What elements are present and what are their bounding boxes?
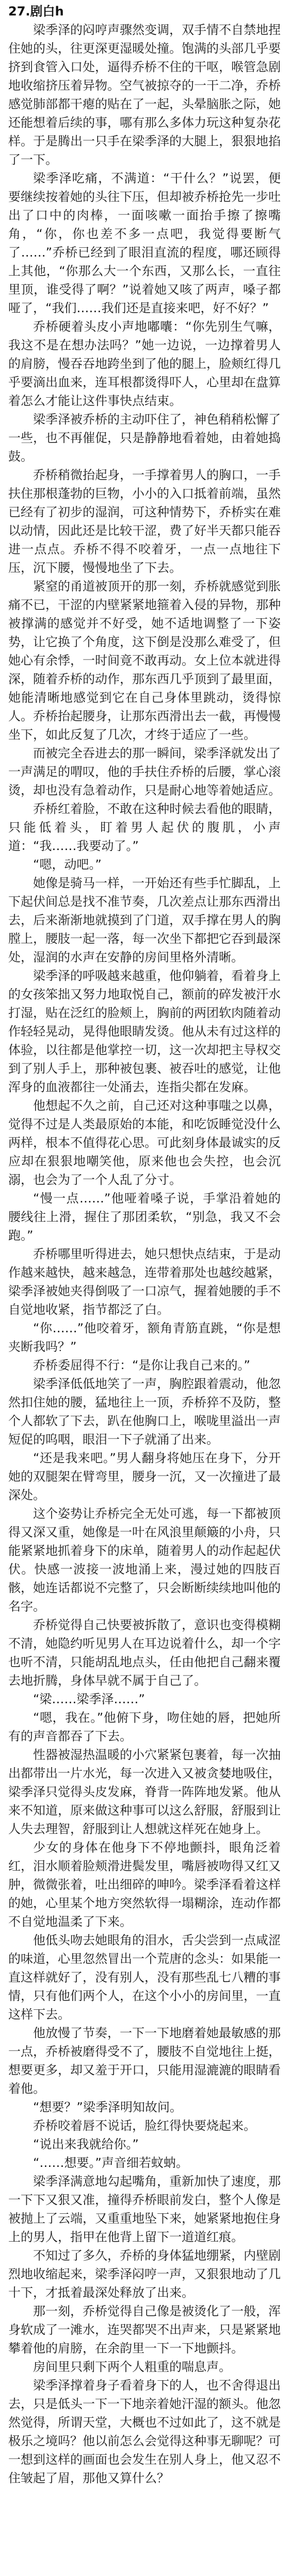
paragraph: 而被完全吞进去的那一瞬间，梁季泽就发出了一声满足的喟叹，他的手扶住乔桥的后腰，掌心滚烫，却也没有急着动作，只是耐心地等着她适应。: [8, 746, 281, 798]
paragraph: 梁季泽被乔桥的主动吓住了，神色稍稍松懈了一些，也不再催促，只是静静地看着她，由着她捣鼓。: [8, 412, 281, 464]
paragraph: 她像是骑马一样，一开始还有些手忙脚乱，上下起伏间总是找不准节奏，几次差点让那东西滑出去，后来渐渐地就摸到了门道，双手撑在男人的胸膛上，腰肢一起一落，每一次坐下都把它吞到最深处，湿润的水声在安静的房间里格外清晰。: [8, 876, 281, 964]
paragraph: 乔桥红着脸，不敢在这种时候去看他的眼睛，只能低着头，盯着男人起伏的腹肌，小声道：“我……我要动了。”: [8, 802, 281, 853]
paragraph: 不知过了多久，乔桥的身体猛地绷紧，内壁剧烈地收缩起来，梁季泽闷哼一声，又狠狠地动了几十下，才抵着最深处释放了出来。: [8, 2248, 281, 2300]
paragraph: 少女的身体在他身下不停地颤抖，眼角泛着红，泪水顺着脸颊滑进鬓发里，嘴唇被吻得又红又肿，微微张着，吐出细碎的呻吟。梁季泽看着这样的她，心里某个地方突然软得一塌糊涂，连动作都不自觉地温柔了下来。: [8, 1840, 281, 1929]
paragraph: 性器被湿热温暖的小穴紧紧包裹着，每一次抽出都带出一片水光，每一次进入又被贪婪地吸住，梁季泽只觉得头皮发麻，脊背一阵阵地发紧。他从来不知道，原来做这种事可以这么舒服，舒服到让人失去理智，舒服到让人想就这样死在她身上。: [8, 1748, 281, 1836]
paragraph: 乔桥哪里听得进去，她只想快点结束，于是动作越来越快，越来越急，连带着那处也越绞越紧，梁季泽被她夹得倒吸了一口凉气，握着她腰的手不自觉地收紧，指节都泛了白。: [8, 1247, 281, 1317]
paragraph: “想要？”梁季泽明知故问。: [33, 2100, 182, 2114]
paragraph: “嗯，动吧。”: [33, 857, 102, 872]
paragraph: 梁季泽的闷哼声骤然变调，双手情不自禁地捏住她的头，往更深更湿暖处撞。饱满的头部几乎要挤到食管入口处，逼得乔桥不住的干呕，喉管急剧地收缩挤压着异物。空气被掠夺的一干二净，乔桥感觉肺部都干瘪的贴在了一起，头晕脑胀之际，她还能想着后续的事，哪有那么多体力玩这种复杂花样。于是腾出一只手在梁季泽的大腿上，狠狠地掐了一下。: [8, 23, 281, 167]
paragraph: 乔桥委屈得不行：“是你让我自己来的。”: [33, 1358, 250, 1372]
paragraph: 梁季泽吃痛，不满道：“干什么？”说罢，便要继续按着她的头往下压，但却被乔桥抢先一步吐出了口中的肉棒，一面咳嗽一面抬手擦了擦嘴角，“你，你也差不多一点吧，我觉得要断气了……”乔桥已经到了眼泪直流的程度，哪还顾得上其他，“你那么大一个东西，又那么长，一直往里顶，谁受得了啊？”说着她又咳了两声，嗓子都哑了，“我们……我们还是直接来吧，好不好？”: [8, 171, 281, 315]
paragraph: 乔桥咬着唇不说话，脸红得快要烧起来。: [33, 2119, 256, 2133]
paragraph: “嗯，我在。”他俯下身，吻住她的唇，把她所有的声音都吞了下去。: [8, 1710, 281, 1743]
paragraph: 这个姿势让乔桥完全无处可逃，每一下都被顶得又深又重，她像是一叶在风浪里颠簸的小舟，只能紧紧地抓着身下的床单，随着男人的动作起起伏伏。快感一波接一波地涌上来，漫过她的四肢百骸，她连话都说不完整了，只会断断续续地叫他的名字。: [8, 1506, 281, 1614]
paragraph: “说出来我就给你。”: [33, 2137, 139, 2151]
paragraph: 那一刻，乔桥觉得自己像是被烫化了一般，浑身软成了一滩水，连哭都哭不出声来，只是紧紧地攀着他的肩膀，在余韵里一下一下地颤抖。: [8, 2304, 281, 2355]
paragraph: 房间里只剩下两个人粗重的喘息声。: [33, 2360, 231, 2374]
paragraph: “慢一点……”他哑着嗓子说，手掌沿着她的腰线往上滑，握住了那团柔软，“别急，我又不会跑。”: [8, 1191, 281, 1243]
paragraph: 乔桥稍微抬起身，一手撑着男人的胸口，一手扶住那根蓬勃的巨物，小小的入口抵着前端，虽然已经有了初步的湿润，可这种情势下，乔桥实在难以动情，因此还是比较干涩，费了好半天都只能吞进一点点。乔桥不得不咬着牙，一点一点地往下压，沉下腰，慢慢地坐了下去。: [8, 468, 281, 575]
chapter-title: 27.剧白h: [8, 4, 64, 19]
paragraph: 梁季泽的呼吸越来越重，他仰躺着，看着身上的女孩笨拙又努力地取悦自己，额前的碎发被汗水打湿，贴在泛红的脸颊上，胸前的两团软肉随着动作轻轻晃动，晃得他眼睛发烫。他从未有过这样的体验，以往都是他掌控一切，这一次却把主导权交到了别人手上，那种被包裹、被吞吐的感觉，让他浑身的血液都往一处涌去，连指尖都在发麻。: [8, 969, 281, 1094]
paragraph: 梁季泽满意地勾起嘴角，重新加快了速度，那一下下又狠又准，撞得乔桥眼前发白，整个人像是被抛上了云端，又重重地坠下来，她紧紧地抱住身上的男人，指甲在他背上留下一道道红痕。: [8, 2174, 281, 2244]
paragraph: “……想要。”声音细若蚊蚋。: [33, 2156, 188, 2170]
paragraph: 他低头吻去她眼角的泪水，舌尖尝到一点咸涩的味道，心里忽然冒出一个荒唐的念头：如果能一直这样就好了，没有别人，没有那些乱七八糟的事情，只有他们两个人，在这个小小的房间里，一直这样下去。: [8, 1933, 281, 2022]
paragraph: 梁季泽撑着身子看着身下的人，也不舍得退出去，只是低头一下一下地亲着她汗湿的额头。他忽然觉得，所谓天堂，大概也不过如此了，这不就是极乐之境吗？他以前怎么会觉得这种事无聊呢？可一想到这样的画面也会发生在别人身上，他又忍不住皱起了眉，那他又算什么？: [8, 2378, 281, 2485]
paragraph: “梁……梁季泽……”: [33, 1692, 145, 1706]
paragraph: 他想起不久之前，自己还对这种事嗤之以鼻，觉得不过是人类最原始的本能，和吃饭睡觉没什么两样，根本不值得花心思。可此刻身体最诚实的反应却在狠狠地嘲笑他，原来他也会失控，也会沉溺，也会为了一个人乱了分寸。: [8, 1098, 281, 1187]
paragraph: “你……”他咬着牙，额角青筋直跳，“你是想夹断我吗？”: [8, 1321, 281, 1354]
paragraph: 乔桥觉得自己快要被拆散了，意识也变得模糊不清，她隐约听见男人在耳边说着什么，却一个字也听不清，只能胡乱地点头，任由他把自己翻来覆去地折腾，身体早就不属于自己了。: [8, 1618, 281, 1688]
paragraph: 梁季泽低低地笑了一声，胸腔跟着震动，他忽然扣住她的腰，猛地往上一顶，乔桥猝不及防，整个人都软了下去，趴在他胸口上，喉咙里溢出一声短促的呜咽，眼泪一下子就涌了出来。: [8, 1377, 281, 1447]
paragraph: 乔桥硬着头皮小声地嘟囔：“你先别生气嘛，我这不是在想办法吗？”她一边说，一边撑着男人的肩膀，慢吞吞地跨坐到了他的腿上，脸颊红得几乎要滴出血来，连耳根都烫得吓人，心里却在盘算着怎么才能让这件事快点结束。: [8, 319, 281, 408]
paragraph: 紧窒的甬道被顶开的那一刻，乔桥就感觉到胀痛不已，干涩的内壁紧紧地箍着入侵的异物，那种被撑满的感觉并不好受，她不适地调整了一下姿势，让它换了个角度，这下倒是没那么难受了，但她心有余悸，一时间竟不敢再动。女上位本就进得深，随着乔桥的动作，那东西几乎顶到了最里面，她能清晰地感觉到它在自己身体里跳动，烫得惊人。乔桥抬起腰身，让那东西滑出去一截，再慢慢坐下，如此反复了几次，才终于适应了一些。: [8, 579, 281, 742]
paragraph: 他放慢了节奏，一下一下地磨着她最敏感的那一点，乔桥被磨得受不了，腰肢不自觉地往上挺，想要更多，却又羞于开口，只能用湿漉漉的眼睛看着他。: [8, 2026, 281, 2096]
paragraph: “还是我来吧。”男人翻身将她压在身下，分开她的双腿架在臂弯里，腰身一沉，又一次撞进了最深处。: [8, 1451, 281, 1502]
